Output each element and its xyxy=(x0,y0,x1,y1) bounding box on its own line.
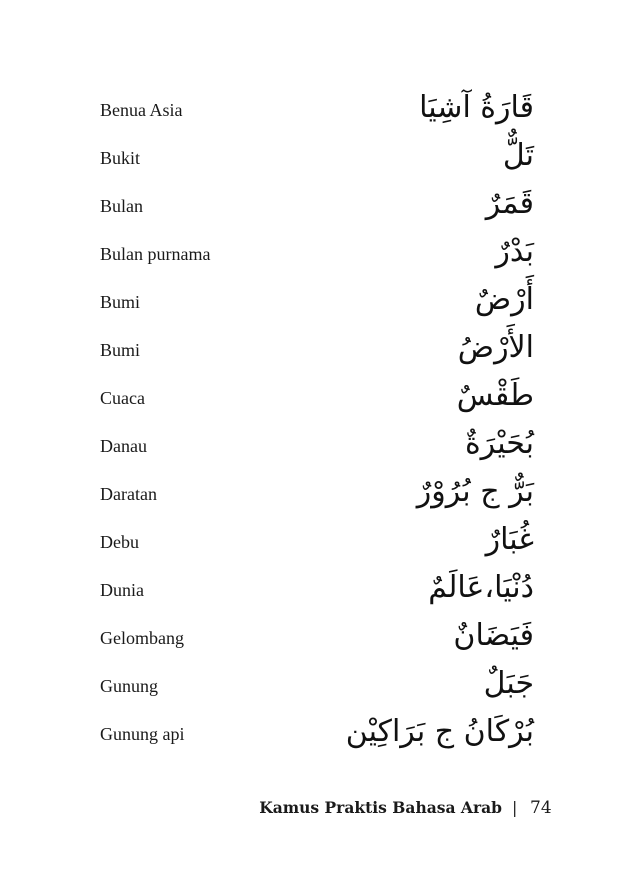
vocab-entry xyxy=(0,324,638,372)
arabic-term: بُحَيْرَةٌ xyxy=(464,426,534,461)
vocab-entry xyxy=(0,180,638,228)
arabic-term: طَقْسٌ xyxy=(456,378,534,413)
vocab-entry xyxy=(0,132,638,180)
indonesian-term: Gunung xyxy=(100,676,158,696)
vocabulary-list xyxy=(0,84,638,756)
indonesian-term: Cuaca xyxy=(100,388,145,408)
indonesian-term: Danau xyxy=(100,436,147,456)
vocab-entry xyxy=(0,372,638,420)
indonesian-term: Gunung api xyxy=(100,724,185,744)
indonesian-term: Bulan xyxy=(100,196,143,216)
indonesian-term: Bukit xyxy=(100,148,141,168)
arabic-term: فَيَضَانٌ xyxy=(453,618,534,653)
indonesian-term: Daratan xyxy=(100,484,157,504)
footer-separator: | xyxy=(512,798,518,817)
vocab-entry xyxy=(0,420,638,468)
indonesian-term: Gelombang xyxy=(100,628,184,648)
book-title: Kamus Praktis Bahasa Arab xyxy=(259,798,502,817)
arabic-term: دُنْيَا،عَالَمٌ xyxy=(428,570,534,605)
vocab-entry xyxy=(0,660,638,708)
indonesian-term: Debu xyxy=(100,532,139,552)
vocab-entry xyxy=(0,228,638,276)
vocab-entry xyxy=(0,84,638,132)
arabic-term: بُرْكَانُ ج بَرَاكِيْن xyxy=(345,714,534,749)
arabic-term: قَارَةُ آشِيَا xyxy=(419,90,534,125)
vocab-entry xyxy=(0,516,638,564)
arabic-term: أَرْضٌ xyxy=(474,282,534,317)
vocab-entry xyxy=(0,612,638,660)
page-number: 74 xyxy=(530,798,552,818)
arabic-term: بَدْرٌ xyxy=(495,234,534,269)
arabic-term: غُبَارٌ xyxy=(485,522,534,557)
vocab-entry xyxy=(0,564,638,612)
indonesian-term: Dunia xyxy=(100,580,144,600)
indonesian-term: Benua Asia xyxy=(100,100,183,120)
arabic-term: تَلٌّ xyxy=(502,138,534,173)
vocab-entry xyxy=(0,276,638,324)
arabic-term: الأَرْضُ xyxy=(457,330,534,365)
arabic-term: بَرٌّ ج بُرُوْرٌ xyxy=(416,474,534,509)
indonesian-term: Bulan purnama xyxy=(100,244,211,264)
arabic-term: قَمَرٌ xyxy=(485,186,534,221)
arabic-term: جَبَلٌ xyxy=(483,666,534,701)
vocab-entry xyxy=(0,468,638,516)
indonesian-term: Bumi xyxy=(100,292,141,312)
page-footer xyxy=(0,796,638,822)
vocab-entry xyxy=(0,708,638,756)
indonesian-term: Bumi xyxy=(100,340,141,360)
